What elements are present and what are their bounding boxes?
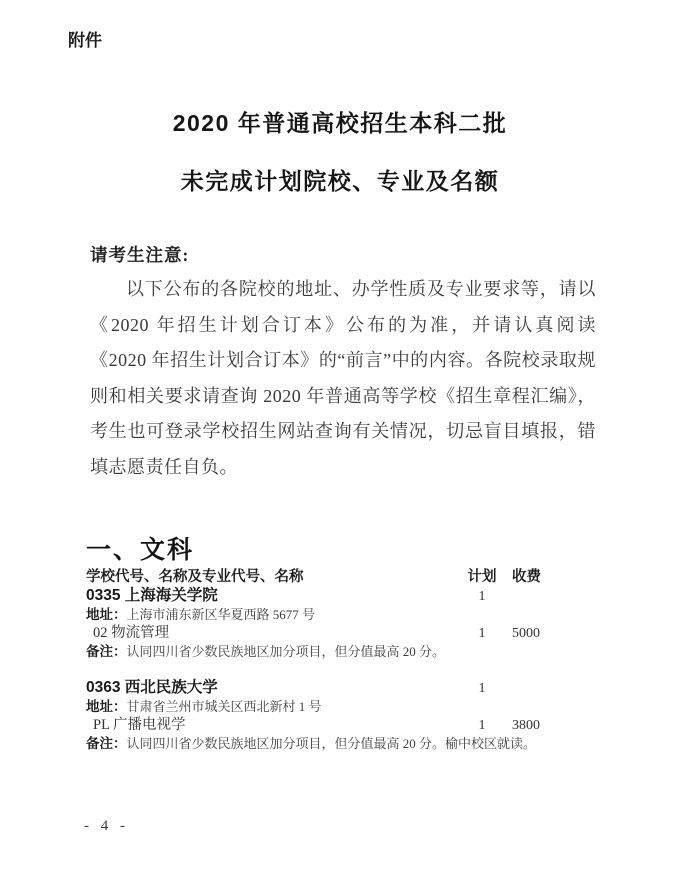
school-plan-value: 1: [478, 589, 486, 604]
address-label: 地址：: [86, 607, 127, 622]
section-heading: 一、文科: [86, 536, 195, 564]
column-header-name: 学校代号、名称及专业代号、名称: [86, 569, 304, 585]
major-fee-value: 5000: [512, 626, 540, 641]
school-row: [86, 586, 570, 606]
address-value: 甘肃省兰州市城关区西北新村 1 号: [126, 699, 322, 714]
note-value: 认同四川省少数民族地区加分项目，但分值最高 20 分。: [126, 644, 446, 659]
major-row: [86, 624, 570, 643]
school-plan-value: 1: [478, 681, 486, 696]
school-code-name: 0363 西北民族大学: [86, 679, 218, 696]
notice-paragraph: 以下公布的各院校的地址、办学性质及专业要求等，请以《2020 年招生计划合订本》公布的为准，并请认真阅读《2020 年招生计划合订本》的“前言”中的内容。各院校录取规则和相关要求请查询 2020 年普通高等学校《招生章程汇编》，考生也可登录学校招生网站查询有关情况，切忌盲目填报，错填志愿责任自负。: [90, 279, 596, 477]
note-value: 认同四川省少数民族地区加分项目，但分值最高 20 分。榆中校区就读。: [126, 736, 537, 751]
address-text: [86, 606, 570, 624]
page-number: - 4 -: [84, 818, 129, 834]
note-label: 备注：: [86, 736, 127, 751]
major-code-name: PL 广播电视学: [93, 717, 186, 733]
note-label: 备注：: [86, 644, 127, 659]
liberal-arts-section: [86, 535, 570, 753]
note-row: [86, 643, 570, 661]
document-title: [0, 108, 680, 196]
document-title-line-1: 2020 年普通高校招生本科二批: [172, 110, 508, 136]
school-code-name: 0335 上海海关学院: [86, 587, 218, 604]
note-text: [86, 643, 570, 661]
note-text: [86, 735, 570, 753]
note-row: [86, 735, 570, 753]
address-text: [86, 698, 570, 716]
major-plan-value: 1: [478, 626, 486, 641]
document-title-line-2: 未完成计划院校、专业及名额: [180, 168, 500, 194]
address-row: [86, 698, 570, 716]
school-block: [86, 678, 570, 753]
major-row: [86, 716, 570, 735]
table-header-row: [86, 568, 570, 586]
column-header-fee: 收费: [512, 569, 541, 585]
column-header-plan: 计划: [467, 569, 497, 585]
major-plan-value: 1: [478, 718, 486, 733]
plan-table: [86, 568, 570, 753]
attachment-label: 附件: [68, 31, 102, 50]
major-code-name: 02 物流管理: [93, 625, 170, 641]
address-value: 上海市浦东新区华夏西路 5677 号: [126, 607, 316, 622]
notice-heading: 请考生注意:: [90, 245, 190, 265]
address-label: 地址：: [86, 699, 127, 714]
school-block: [86, 586, 570, 661]
notice-section: [90, 243, 596, 485]
address-row: [86, 606, 570, 624]
school-row: [86, 678, 570, 698]
major-fee-value: 3800: [512, 718, 540, 733]
